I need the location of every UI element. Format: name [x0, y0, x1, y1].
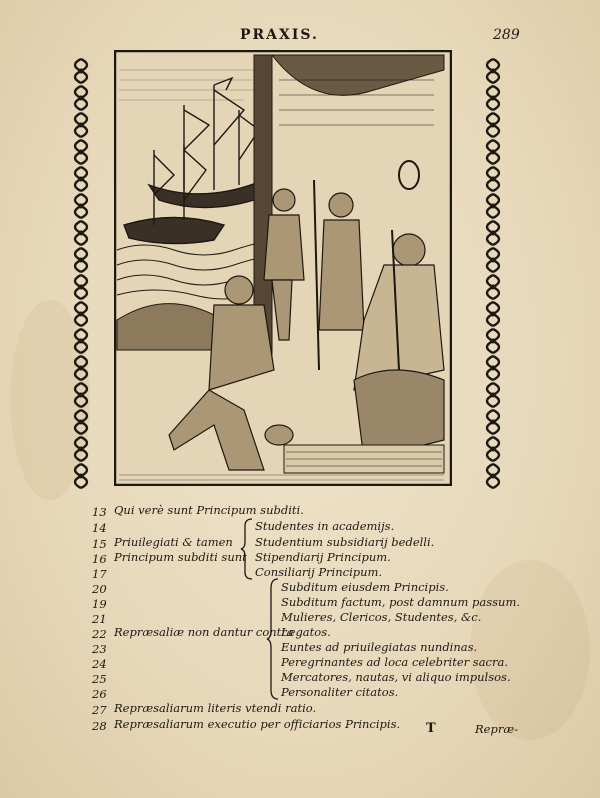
group-two-item: Personaliter citatos.: [281, 685, 399, 699]
text-line: Repræsaliarum literis vtendi ratio.: [114, 701, 317, 715]
brace-one: [240, 518, 254, 580]
page-number: 289: [493, 27, 520, 43]
group-two-item: Mercatores, nautas, vi aliquo impulsos.: [281, 670, 511, 684]
group-one-item: Studentium subsidiarij bedelli.: [255, 535, 435, 549]
paragraph-number: 17: [92, 567, 107, 581]
paragraph-number: 15: [92, 537, 107, 551]
catchword: Repræ-: [475, 722, 519, 736]
group-two-item: Subditum factum, post damnum passum.: [281, 595, 521, 609]
group-two-item: Mulieres, Clericos, Studentes, &c.: [281, 610, 482, 624]
text-line: Repræsaliæ non dantur contra: [114, 625, 294, 639]
group-one-item: Consiliarij Principum.: [255, 565, 383, 579]
paragraph-number: 28: [92, 719, 107, 733]
group-two-item: Subditum eiusdem Principis.: [281, 580, 449, 594]
text-line: Priuilegiati & tamen: [114, 535, 233, 549]
text-line: Qui verè sunt Principum subditi.: [114, 503, 304, 517]
paragraph-number: 16: [92, 552, 107, 566]
text-line: Repræsaliarum executio per officiarios Principis.: [114, 717, 401, 731]
group-two-item: Peregrinantes ad loca celebriter sacra.: [281, 655, 509, 669]
group-two-item: Legatos.: [281, 625, 331, 639]
paragraph-number: 22: [92, 627, 107, 641]
paragraph-number: 21: [92, 612, 107, 626]
paragraph-number: 26: [92, 687, 107, 701]
group-one-item: Stipendiarij Principum.: [255, 550, 391, 564]
paragraph-number: 19: [92, 597, 107, 611]
paragraph-number: 13: [92, 505, 107, 519]
running-head: PRAXIS.: [240, 27, 319, 43]
text-line: Principum subditi sunt: [114, 550, 247, 564]
brace-two: [266, 578, 280, 700]
group-one-item: Studentes in academijs.: [255, 519, 395, 533]
paragraph-number: 24: [92, 657, 107, 671]
paragraph-number: 14: [92, 521, 107, 535]
signature-mark: T: [426, 721, 436, 736]
paragraph-number: 27: [92, 703, 107, 717]
paragraph-number: 25: [92, 672, 107, 686]
group-two-item: Euntes ad priuilegiatas nundinas.: [281, 640, 478, 654]
paragraph-number: 20: [92, 582, 107, 596]
paragraph-number: 23: [92, 642, 107, 656]
